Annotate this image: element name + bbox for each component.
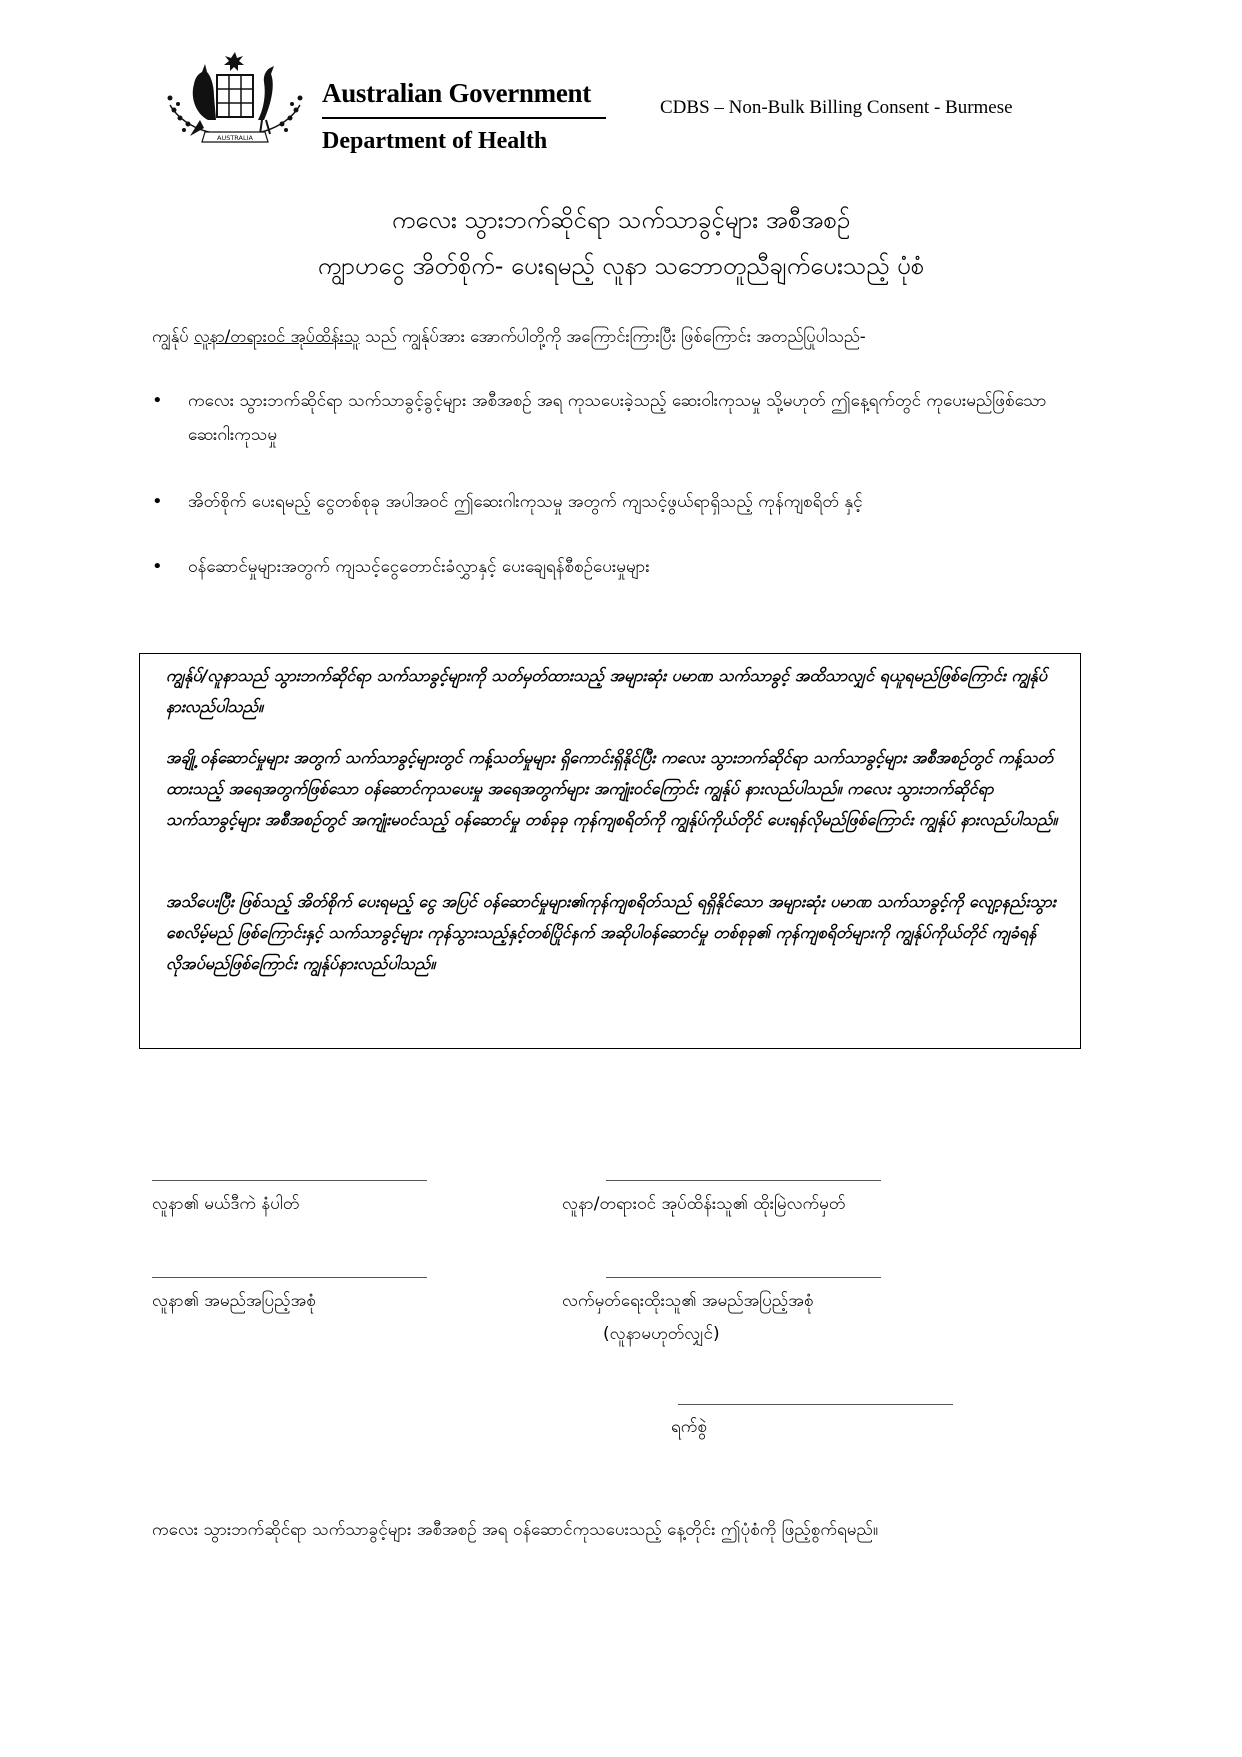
footer-note: ကလေး သွားဘက်ဆိုင်ရာ သက်သာခွင့်များ အစီအစဉ် အရ ဝန်ဆောင်ကုသပေးသည့် နေ့တိုင်း ဤပုံစံကို ဖြည့်စွက်ရမည်။: [152, 1520, 879, 1540]
coat-of-arms-logo: [160, 50, 310, 150]
signer-name-label: လက်မှတ်ရေးထိုးသူ၏ အမည်အပြည့်အစုံ: [562, 1291, 814, 1311]
consent-box: [139, 653, 1081, 1049]
government-title: Australian Government: [322, 78, 591, 108]
medicare-number-field[interactable]: [152, 1180, 427, 1181]
bullet-icon: •: [152, 390, 163, 411]
commonwealth-star-icon: [224, 52, 244, 71]
intro-prefix: ကျွန်ုပ်: [152, 327, 189, 346]
department-title: Department of Health: [322, 128, 548, 154]
intro-suffix: သည် ကျွန်ုပ်အား အောက်ပါတို့ကို အကြောင်းကြားပြီး ဖြစ်ကြောင်း အတည်ပြုပါသည်-: [364, 327, 866, 346]
intro-underlined-role: လူနာ/တရားဝင် အုပ်ထိန်းသူ: [193, 327, 360, 346]
bullet-icon: •: [152, 491, 163, 512]
consent-paragraph-1: ကျွန်ုပ်/လူနာသည် သွားဘက်ဆိုင်ရာ သက်သာခွင့်များကို သတ်မှတ်ထားသည့် အများဆုံး ပမာဏ သက်သာခွင့် အထိသာလျှင် ရယူရမည်ဖြစ်ကြောင်း ကျွန်ုပ် နားလည်ပါသည်။: [166, 666, 1048, 716]
date-field[interactable]: [678, 1404, 953, 1405]
form-title-line1: ကလေး သွားဘက်ဆိုင်ရာ သက်သာခွင့်များ အစီအစဉ်: [391, 206, 851, 234]
consent-paragraph-2: အချို့ ဝန်ဆောင်မှုများ အတွက် သက်သာခွင့်များတွင် ကန့်သတ်မှုများ ရှိကောင်းရှိနိုင်ပြီး ကလေး သွားဘက်ဆိုင်ရာ သက်သာခွင့်များ အစီအစဉ်တွင် ကန့်သတ်ထားသည့် အရေအတွက်ဖြစ်သော ဝန်ဆောင်ကုသပေးမှု အရေအတွက်များ အကျုံးဝင်ကြောင်း ကျွန်ုပ် နားလည်ပါသည်။ ကလေး သွားဘက်ဆိုင်ရာ သက်သာခွင့်များ အစီအစဉ်တွင် အကျုံးမဝင်သည့် ဝန်ဆောင်မှု တစ်ခုခု ကုန်ကျစရိတ်ကို ကျွန်ုပ်ကိုယ်တိုင် ပေးရန်လိုမည်ဖြစ်ကြောင်း ကျွန်ုပ် နားလည်ပါသည်။: [166, 748, 1058, 829]
guardian-signature-field[interactable]: [606, 1180, 881, 1181]
bullet-icon: •: [152, 556, 163, 577]
medicare-number-label: လူနာ၏ မယ်ဒီကဲ နံပါတ်: [152, 1194, 300, 1214]
intro-statement: [152, 327, 866, 351]
consent-paragraph-3: အသိပေးပြီး ဖြစ်သည့် အိတ်စိုက် ပေးရမည့် ငွေ အပြင် ဝန်ဆောင်မှုများ၏ကုန်ကျစရိတ်သည် ရရှိနိုင်သော အများဆုံး ပမာဏ သက်သာခွင့်ကို လျော့နည်းသွားစေလိမ့်မည် ဖြစ်ကြောင်းနှင့် သက်သာခွင့်များ ကုန်သွားသည့်နှင့်တစ်ပြိုင်နက် အဆိုပါဝန်ဆောင်မှု တစ်စုခု၏ ကုန်ကျစရိတ်များကို ကျွန်ုပ်ကိုယ်တိုင် ကျခံရန် လိုအပ်မည်ဖြစ်ကြောင်း ကျွန်ုပ်နားလည်ပါသည်။: [166, 892, 1056, 973]
patient-name-field[interactable]: [152, 1277, 427, 1278]
patient-name-label: လူနာ၏ အမည်အပြည့်အစုံ: [152, 1291, 316, 1311]
guardian-signature-label: လူနာ/တရားဝင် အုပ်ထိန်းသူ၏ ထိုးမြဲလက်မှတ်: [562, 1194, 846, 1214]
bullet-item: ကလေး သွားဘက်ဆိုင်ရာ သက်သာခွင့်ခွင့်များ အစီအစဉ် အရ ကုသပေးခဲ့သည့် ဆေးဝါးကုသမှု သို့မဟုတ် ဤနေ့ရက်တွင် ကုပေးမည်ဖြစ်သော ဆေးဂါးကုသမှု: [188, 391, 1047, 445]
signer-note: (လူနာမဟုတ်လျှင်): [603, 1324, 720, 1344]
crest-scroll-text: AUSTRALIA: [217, 134, 253, 142]
signer-name-field[interactable]: [606, 1277, 881, 1278]
date-label: ရက်စွဲ: [671, 1417, 707, 1437]
header-rule: [322, 117, 606, 119]
bullet-item: အိတ်စိုက် ပေးရမည့် ငွေတစ်စုခု အပါအဝင် ဤဆေးဂါးကုသမှု အတွက် ကျသင့်ဖွယ်ရာရှိသည့် ကုန်ကျစရိတ် နှင့်: [188, 492, 863, 512]
form-title-line2: ကျွာဟငွေ အိတ်စိုက်- ပေးရမည့် လူနာ သဘောတူညီချက်ပေးသည့် ပုံစံ: [317, 252, 925, 280]
bullet-item: ဝန်ဆောင်မှုများအတွက် ကျသင့်ငွေတောင်းခံလွှာနှင့် ပေးချေရန်စီစဉ်ပေးမှုများ: [188, 557, 650, 577]
document-code: CDBS – Non-Bulk Billing Consent - Burmese: [660, 97, 1013, 118]
